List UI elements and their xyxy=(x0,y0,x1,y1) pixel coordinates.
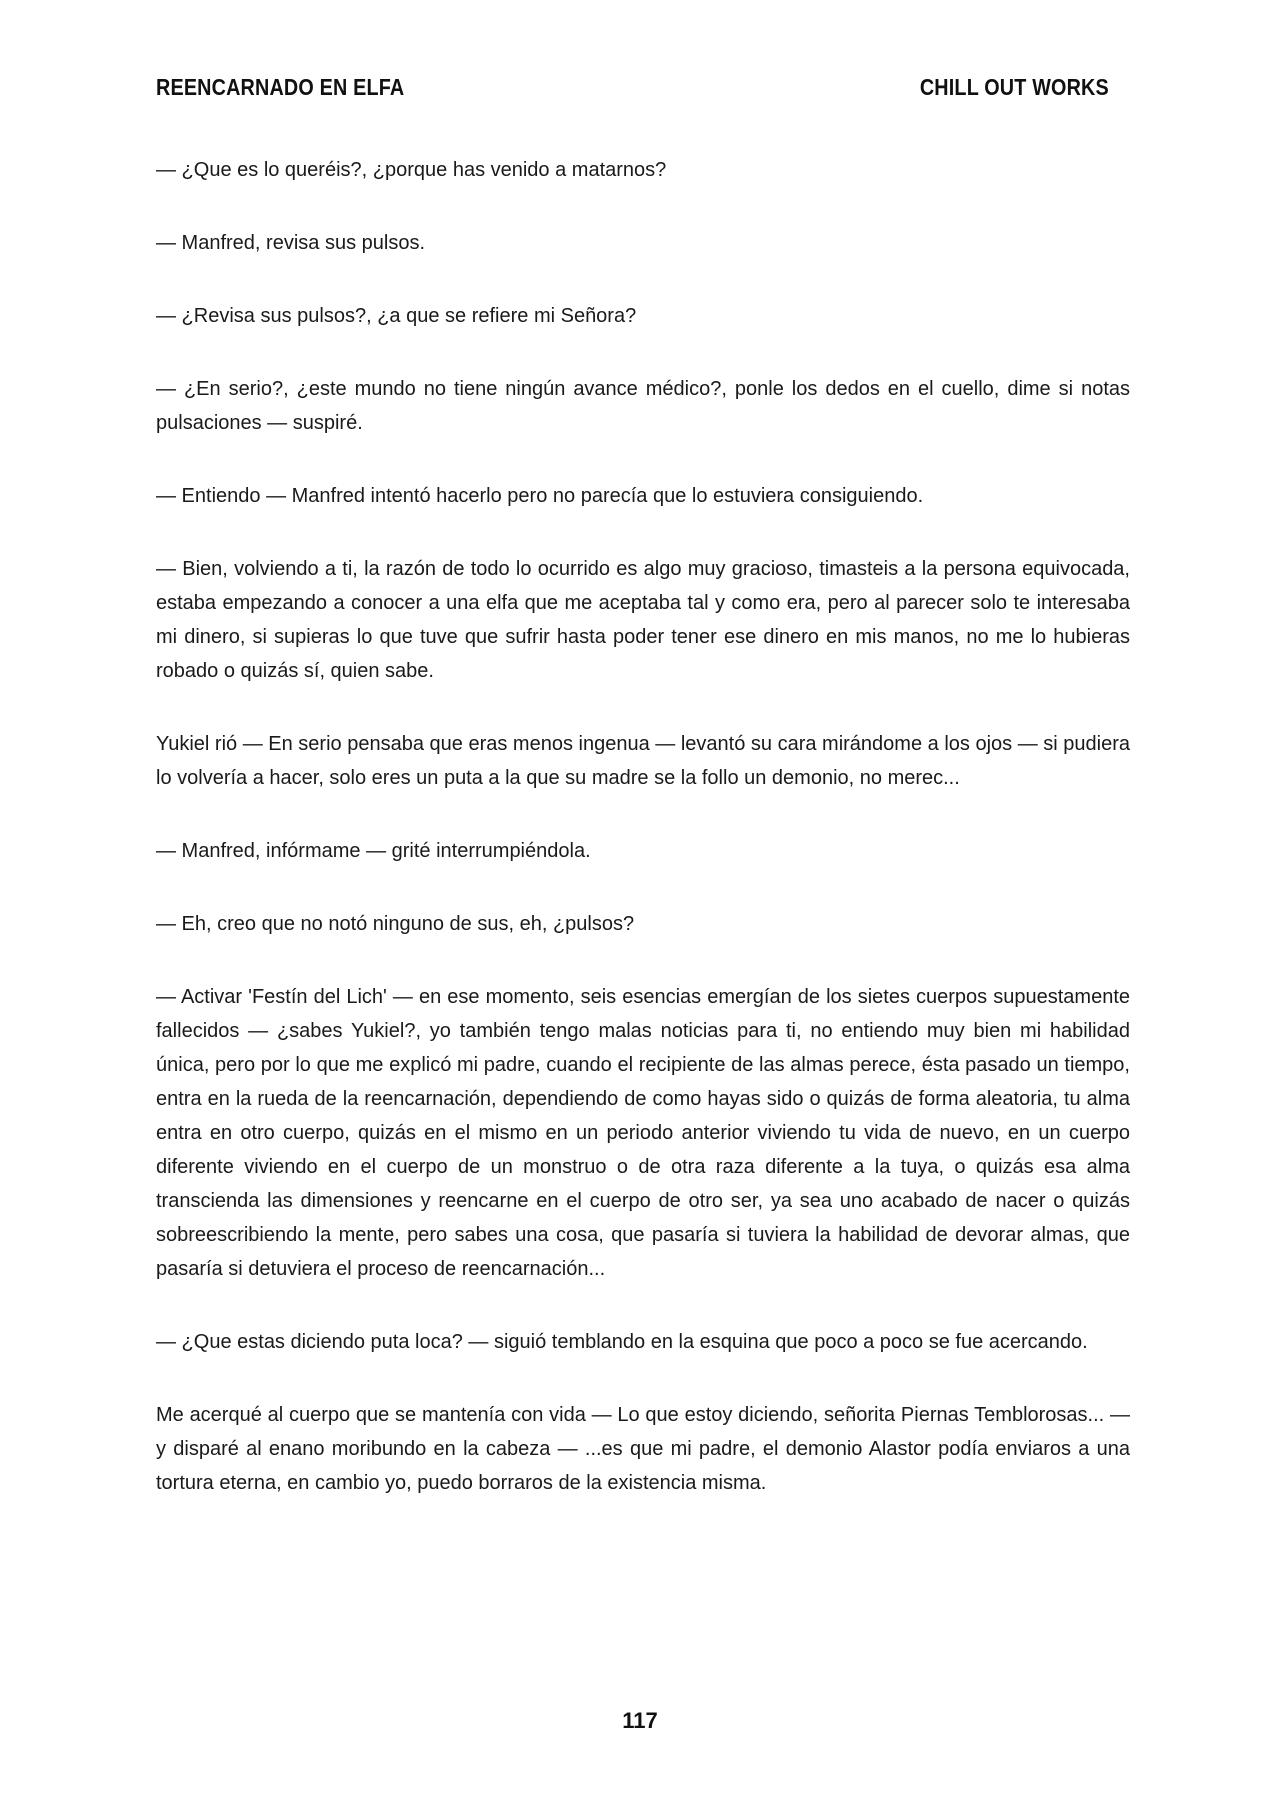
paragraph: Me acerqué al cuerpo que se mantenía con vida — Lo que estoy diciendo, señorita Piernas Temblorosas... — y disparé al enano moribundo en la cabeza — ...es que mi padre, el demonio Alastor podía enviaros a una tortura eterna, en cambio yo, puedo borraros de la existencia misma. xyxy=(156,1404,1130,1494)
book-title: REENCARNADO EN ELFA xyxy=(156,74,405,100)
paragraph: — ¿Que estas diciendo puta loca? — siguió temblando en la esquina que poco a poco se fue acercando. xyxy=(156,1331,1088,1353)
paragraph: — Bien, volviendo a ti, la razón de todo lo ocurrido es algo muy gracioso, timasteis a la persona equivocada, estaba empezando a conocer a una elfa que me aceptaba tal y como era, pero al parecer solo te interesaba mi dinero, si supieras lo que tuve que sufrir hasta poder tener ese dinero en mis manos, no me lo hubieras robado o quizás sí, quien sabe. xyxy=(156,558,1130,682)
paragraph: Yukiel rió — En serio pensaba que eras menos ingenua — levantó su cara mirándome a los ojos — si pudiera lo volvería a hacer, solo eres un puta a la que su madre se la follo un demonio, no merec... xyxy=(156,733,1130,789)
paragraph: — ¿En serio?, ¿este mundo no tiene ningún avance médico?, ponle los dedos en el cuello, dime si notas pulsaciones — suspiré. xyxy=(156,378,1130,434)
paragraph: — Activar 'Festín del Lich' — en ese momento, seis esencias emergían de los sietes cuerpos supuestamente fallecidos — ¿sabes Yukiel?, yo también tengo malas noticias para ti, no entiendo muy bien mi habilidad única, pero por lo que me explicó mi padre, cuando el recipiente de las almas perece, ésta pasado un tiempo, entra en la rueda de la reencarnación, dependiendo de como hayas sido o quizás de forma aleatoria, tu alma entra en otro cuerpo, quizás en el mismo en un periodo anterior viviendo tu vida de nuevo, en un cuerpo diferente viviendo en el cuerpo de un monstruo o de otra raza diferente a la tuya, o quizás esa alma transcienda las dimensiones y reencarne en el cuerpo de otro ser, ya sea uno acabado de nacer o quizás sobreescribiendo la mente, pero sabes una cosa, que pasaría si tuviera la habilidad de devorar almas, que pasaría si detuviera el proceso de reencarnación... xyxy=(156,986,1130,1280)
paragraph: — ¿Revisa sus pulsos?, ¿a que se refiere mi Señora? xyxy=(156,305,637,327)
paragraph: — Manfred, revisa sus pulsos. xyxy=(156,232,425,254)
publisher-name: CHILL OUT WORKS xyxy=(919,74,1109,100)
running-header xyxy=(156,74,1109,101)
paragraph: — Eh, creo que no notó ninguno de sus, eh, ¿pulsos? xyxy=(156,913,635,935)
paragraph: — ¿Que es lo queréis?, ¿porque has venido a matarnos? xyxy=(156,159,667,181)
paragraph: — Entiendo — Manfred intentó hacerlo pero no parecía que lo estuviera consiguiendo. xyxy=(156,485,924,507)
page-body xyxy=(156,153,1130,1539)
page-number: 117 xyxy=(622,1708,658,1733)
paragraph: — Manfred, infórmame — grité interrumpiéndola. xyxy=(156,840,591,862)
